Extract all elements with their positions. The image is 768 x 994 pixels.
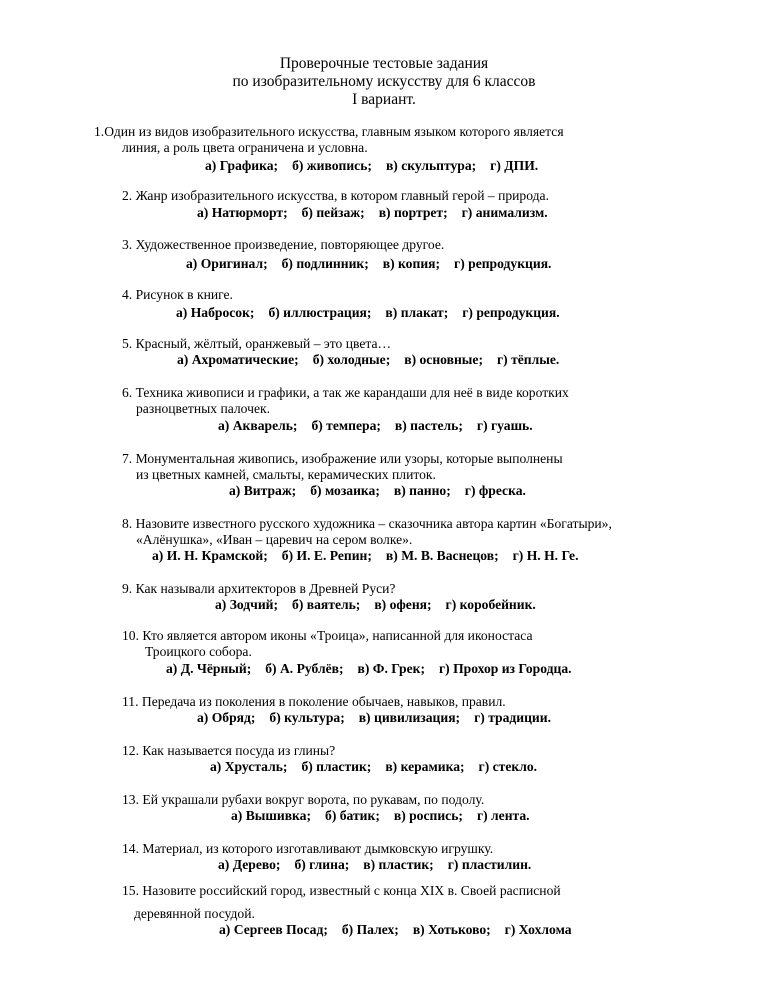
question-12-options <box>210 759 537 775</box>
question-14-options <box>218 857 531 873</box>
question-13-text-line-1: 13. Ей украшали рубахи вокруг ворота, по рукавам, по подолу. <box>122 792 485 807</box>
question-14-option-4: г) пластилин. <box>447 857 532 872</box>
question-4-option-4: г) репродукция. <box>462 305 560 320</box>
question-6-option-4: г) гуашь. <box>476 418 533 433</box>
question-1-option-1: а) Графика; <box>205 158 279 173</box>
question-6-options <box>218 418 533 434</box>
question-8-option-1: а) И. Н. Крамской; <box>152 548 268 563</box>
question-5-option-1: а) Ахроматические; <box>177 352 299 367</box>
question-3-text-line-1: 3. Художественное произведение, повторяющее другое. <box>122 237 445 252</box>
question-2-text-line-1: 2. Жанр изобразительного искусства, в котором главный герой – природа. <box>122 188 549 203</box>
question-2-option-1: а) Натюрморт; <box>197 205 288 220</box>
question-6-option-2: б) темпера; <box>311 418 381 433</box>
question-5-options <box>177 352 559 368</box>
question-7-option-1: а) Витраж; <box>229 483 297 498</box>
question-11-option-3: в) цивилизация; <box>358 710 461 725</box>
question-3-option-4: г) репродукция. <box>454 256 552 271</box>
question-13-option-4: г) лента. <box>476 808 530 823</box>
question-9-text-line-1: 9. Как называли архитекторов в Древней Руси? <box>122 581 396 596</box>
question-10-option-4: г) Прохор из Городца. <box>438 661 572 676</box>
question-5-option-2: б) холодные; <box>312 352 391 367</box>
question-7-text-line-2: из цветных камней, смальты, керамических плиток. <box>136 467 436 482</box>
page-title-line-2: по изобразительному искусству для 6 классов <box>232 73 536 90</box>
page-title-line-3: I вариант. <box>352 91 416 108</box>
question-9-option-1: а) Зодчий; <box>215 597 279 612</box>
question-15-option-3: в) Хотьково; <box>412 922 491 937</box>
question-2-option-4: г) анимализм. <box>461 205 548 220</box>
question-11-options <box>197 710 551 726</box>
question-7-option-2: б) мозаика; <box>310 483 380 498</box>
question-13-option-2: б) батик; <box>325 808 380 823</box>
question-15-text-line-2: деревянной посудой. <box>134 906 255 921</box>
question-12-option-3: в) керамика; <box>385 759 465 774</box>
question-11-text-line-1: 11. Передача из поколения в поколение обычаев, навыков, правил. <box>122 694 506 709</box>
question-10-text-line-1: 10. Кто является автором иконы «Троица», написанной для иконостаса <box>122 628 533 643</box>
question-14-text-line-1: 14. Материал, из которого изготавливают дымковскую игрушку. <box>122 841 494 856</box>
question-2-options <box>197 205 548 221</box>
question-3-option-2: б) подлинник; <box>281 256 369 271</box>
question-7-options <box>229 483 526 499</box>
question-5-text-line-1: 5. Красный, жёлтый, оранжевый – это цвета… <box>122 336 392 351</box>
question-8-option-3: в) М. В. Васнецов; <box>385 548 499 563</box>
question-6-text-line-1: 6. Техника живописи и графики, а так же карандаши для неё в виде коротких <box>122 385 569 400</box>
question-13-option-3: в) роспись; <box>393 808 463 823</box>
question-9-options <box>215 597 536 613</box>
question-4-options <box>176 305 560 321</box>
question-14-option-2: б) глина; <box>294 857 350 872</box>
question-1-option-2: б) живопись; <box>292 158 372 173</box>
question-10-option-1: а) Д. Чёрный; <box>166 661 252 676</box>
question-4-text-line-1: 4. Рисунок в книге. <box>122 287 233 302</box>
question-14-option-1: а) Дерево; <box>218 857 281 872</box>
question-1-option-4: г) ДПИ. <box>490 158 539 173</box>
question-10-option-3: в) Ф. Грек; <box>357 661 425 676</box>
question-6-option-3: в) пастель; <box>394 418 463 433</box>
question-3-options <box>186 256 551 272</box>
question-3-option-3: в) копия; <box>382 256 441 271</box>
question-15-options <box>219 922 572 938</box>
question-10-option-2: б) А. Рублёв; <box>265 661 344 676</box>
question-8-option-4: г) Н. Н. Ге. <box>512 548 579 563</box>
question-1-options <box>205 158 538 174</box>
question-11-option-4: г) традиции. <box>474 710 551 725</box>
question-15-text-line-1: 15. Назовите российский город, известный с конца XIX в. Своей расписной <box>122 883 561 898</box>
question-1-text-line-2: линия, а роль цвета ограничена и условна. <box>122 140 368 155</box>
question-1-text-line-1: 1.Один из видов изобразительного искусства, главным языком которого является <box>94 124 564 139</box>
question-12-option-4: г) стекло. <box>478 759 538 774</box>
question-10-options <box>166 661 572 677</box>
question-4-option-3: в) плакат; <box>385 305 449 320</box>
question-5-option-4: г) тёплые. <box>496 352 560 367</box>
question-12-option-2: б) пластик; <box>301 759 372 774</box>
page-title-line-1: Проверочные тестовые задания <box>279 55 489 72</box>
question-13-option-1: а) Вышивка; <box>231 808 312 823</box>
question-14-option-3: в) пластик; <box>363 857 434 872</box>
question-10-text-line-2: Троицкого собора. <box>145 644 252 659</box>
question-15-option-2: б) Палех; <box>341 922 399 937</box>
question-3-option-1: а) Оригинал; <box>186 256 268 271</box>
question-8-text-line-1: 8. Назовите известного русского художника – сказочника автора картин «Богатыри», <box>122 516 612 531</box>
question-8-text-line-2: «Алёнушка», «Иван – царевич на сером волке». <box>136 532 413 547</box>
question-1-option-3: в) скульптура; <box>385 158 477 173</box>
question-15-option-1: а) Сергеев Посад; <box>219 922 328 937</box>
question-15-option-4: г) Хохлома <box>504 922 572 937</box>
question-12-text-line-1: 12. Как называется посуда из глины? <box>122 743 336 758</box>
question-2-option-2: б) пейзаж; <box>301 205 365 220</box>
question-7-text-line-1: 7. Монументальная живопись, изображение или узоры, которые выполнены <box>122 451 563 466</box>
question-9-option-4: г) коробейник. <box>445 597 536 612</box>
question-2-option-3: в) портрет; <box>378 205 448 220</box>
question-7-option-3: в) панно; <box>393 483 451 498</box>
question-13-options <box>231 808 530 824</box>
question-7-option-4: г) фреска. <box>464 483 526 498</box>
question-9-option-2: б) ваятель; <box>292 597 361 612</box>
question-11-option-1: а) Обряд; <box>197 710 256 725</box>
question-4-option-1: а) Набросок; <box>176 305 255 320</box>
question-5-option-3: в) основные; <box>404 352 483 367</box>
question-8-options <box>152 548 579 564</box>
question-4-option-2: б) иллюстрация; <box>268 305 372 320</box>
question-9-option-3: в) офеня; <box>374 597 432 612</box>
question-12-option-1: а) Хрусталь; <box>210 759 288 774</box>
question-6-option-1: а) Акварель; <box>218 418 298 433</box>
question-8-option-2: б) И. Е. Репин; <box>281 548 372 563</box>
question-6-text-line-2: разноцветных палочек. <box>136 401 270 416</box>
question-11-option-2: б) культура; <box>269 710 345 725</box>
